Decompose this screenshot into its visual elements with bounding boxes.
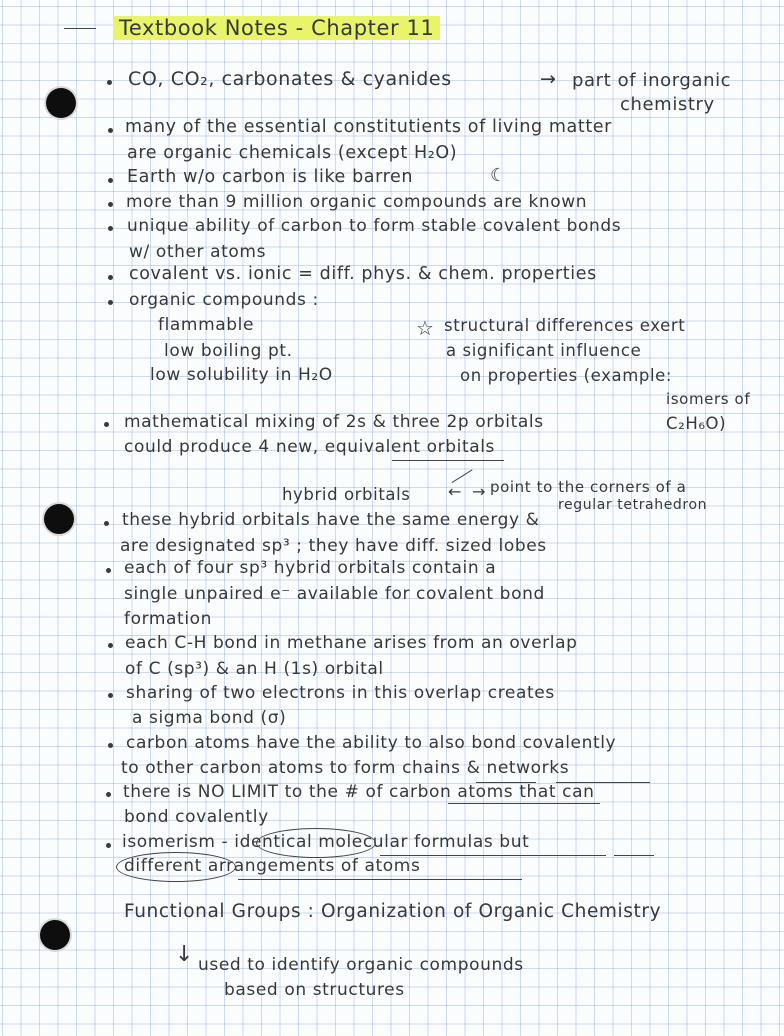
note-line: formation [124, 609, 213, 629]
note-line: chemistry [620, 94, 715, 115]
note-line: more than 9 million organic compounds are known [126, 192, 588, 212]
margin-dash [64, 28, 96, 29]
star-icon: ☆ [416, 316, 435, 340]
note-line: a significant influence [446, 341, 642, 360]
note-line: of C (sp³) & an H (1s) orbital [125, 659, 384, 679]
note-line: part of inorganic [572, 70, 732, 91]
note-line: carbon atoms have the ability to also bond covalently [126, 733, 617, 753]
note-line: covalent vs. ionic = diff. phys. & chem. properties [129, 264, 597, 284]
note-line: many of the essential constitutients of living matter [125, 117, 612, 137]
arrow-left-icon: ← [448, 482, 463, 501]
underline-but [614, 855, 654, 856]
binder-hole-top [46, 88, 76, 118]
bullet [108, 202, 113, 207]
bullet [108, 275, 113, 280]
bullet [108, 226, 113, 231]
note-line: w/ other atoms [129, 242, 267, 262]
moon-icon: ☾ [490, 165, 507, 186]
note-line: could produce 4 new, equivalent orbitals [124, 437, 496, 457]
bullet [108, 743, 113, 748]
arrow-down-icon: ↓ [175, 942, 195, 967]
binder-hole-bottom [40, 920, 70, 950]
section-heading: Functional Groups : Organization of Organic Chemistry [124, 901, 662, 922]
arrow-right-icon: → [472, 482, 487, 501]
binder-hole-middle [44, 504, 74, 534]
note-line: organic compounds : [129, 290, 319, 310]
note-line: each C-H bond in methane arises from an overlap [125, 633, 578, 653]
note-line: are organic chemicals (except H₂O) [127, 143, 458, 163]
note-line: on properties (example: [460, 366, 673, 385]
note-line: based on structures [224, 980, 405, 1000]
note-line: these hybrid orbitals have the same energy & [122, 510, 540, 530]
note-line: to other carbon atoms to form chains & networks [121, 758, 570, 778]
note-line: flammable [158, 315, 255, 335]
note-line: used to identify organic compounds [198, 955, 524, 975]
circle-different [116, 852, 236, 882]
bullet [107, 80, 112, 85]
bullet [108, 178, 113, 183]
note-line: hybrid orbitals [282, 485, 411, 504]
title-highlight: Textbook Notes - Chapter 11 [113, 16, 440, 40]
note-line: point to the corners of a [490, 478, 687, 496]
note-line: structural differences exert [444, 316, 686, 335]
arrow-right-icon: → [540, 68, 557, 90]
bullet [108, 300, 113, 305]
underline-equivalent [392, 460, 504, 461]
note-line: each of four sp³ hybrid orbitals contain a [124, 558, 497, 578]
note-line: mathematical mixing of 2s & three 2p orbitals [124, 412, 544, 432]
underline-carbon-atoms [448, 803, 600, 804]
note-line: a sigma bond (σ) [132, 708, 287, 728]
note-line: C₂H₆O) [666, 414, 727, 433]
note-line: Earth w/o carbon is like barren [127, 167, 414, 187]
note-line: sharing of two electrons in this overlap creates [126, 683, 555, 703]
note-line: low boiling pt. [164, 341, 293, 361]
bullet [108, 643, 113, 648]
bullet [104, 422, 109, 427]
note-line: are designated sp³ ; they have diff. sized lobes [120, 536, 547, 556]
note-line: different arrangements of atoms [124, 856, 421, 876]
note-line: low solubility in H₂O [150, 365, 333, 385]
note-line: CO, CO₂, carbonates & cyanides [128, 68, 452, 90]
bullet [106, 568, 111, 573]
note-line: unique ability of carbon to form stable covalent bonds [127, 216, 622, 236]
note-line: bond covalently [124, 807, 269, 827]
note-line: single unpaired e⁻ available for covalent bond [124, 584, 545, 604]
bullet [106, 792, 111, 797]
bullet [106, 843, 111, 848]
note-line: there is NO LIMIT to the # of carbon atoms that can [123, 782, 595, 802]
underline-arrangements [238, 879, 522, 880]
note-line: isomerism - identical molecular formulas but [122, 832, 530, 852]
bullet [104, 521, 109, 526]
note-line: regular tetrahedron [558, 497, 708, 513]
bullet [108, 128, 113, 133]
bullet [108, 693, 113, 698]
circle-identical [256, 828, 376, 858]
page-title [113, 16, 440, 40]
note-line: isomers of [666, 390, 751, 408]
